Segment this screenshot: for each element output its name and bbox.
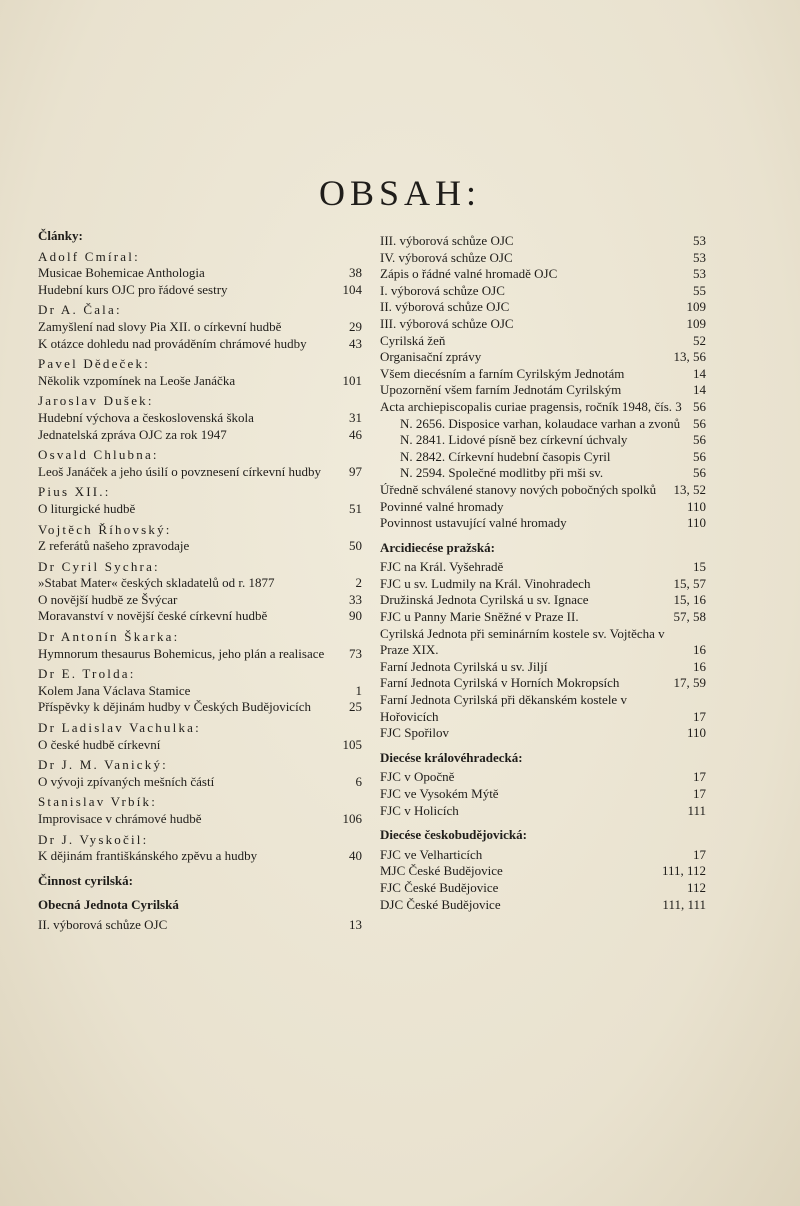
entry-page: 15, 57 (673, 575, 706, 591)
entry-page: 53 (693, 233, 706, 248)
entry-page: 46 (349, 426, 362, 442)
toc-entry (380, 576, 706, 593)
toc-entry (380, 266, 706, 283)
toc-entry (380, 592, 706, 609)
toc-entry (38, 464, 362, 481)
author-name: Pius XII.: (38, 484, 111, 500)
entry-page: 50 (349, 538, 362, 554)
entry-page: 51 (349, 500, 362, 516)
toc-entry (380, 847, 706, 864)
entry-title: K otázce dohledu nad prováděním chrámové hudby (38, 335, 307, 351)
toc-entry (380, 299, 706, 316)
entry-page: 97 (349, 463, 362, 479)
entry-title: IV. výborová schůze OJC (380, 249, 513, 265)
entry-page: 56 (693, 448, 706, 464)
entry-title: FJC v Opočně (380, 769, 455, 785)
toc-entry (380, 659, 706, 676)
toc-entry (380, 382, 706, 399)
toc-entry (38, 501, 362, 518)
right-column (380, 233, 706, 913)
toc-entry (380, 366, 706, 383)
entry-page: 17, 59 (673, 675, 706, 691)
entry-title: O novější hudbě ze Švýcar (38, 591, 178, 607)
toc-entry (38, 848, 362, 865)
author-name: Stanislav Vrbík: (38, 794, 158, 810)
section-heading-clanky: Články: (38, 228, 83, 243)
entry-title: FJC ve Vysokém Mýtě (380, 786, 499, 801)
author-name: Dr E. Trolda: (38, 666, 136, 682)
entry-page: 52 (693, 332, 706, 348)
entry-title: FJC u sv. Ludmily na Král. Vinohradech (380, 575, 591, 591)
toc-entry (38, 265, 362, 282)
entry-page: 13, 52 (673, 481, 706, 497)
entry-title: FJC v Holicích (380, 802, 459, 818)
entry-title: Z referátů našeho zpravodaje (38, 538, 190, 554)
toc-entry (380, 609, 706, 626)
author-name: Osvald Chlubna: (38, 447, 159, 463)
entry-title: Cyrilská Jednota při seminárním kostele sv. Vojtěcha v Praze XIX. (380, 625, 665, 658)
toc-entry (38, 336, 362, 353)
toc-entry (380, 416, 706, 433)
entry-page: 110 (686, 725, 706, 741)
toc-entry (38, 575, 362, 592)
entry-page: 105 (342, 736, 362, 752)
entry-title: Farní Jednota Cyrilská v Horních Mokropsích (380, 675, 620, 691)
entry-page: 33 (349, 591, 362, 607)
entry-title: Moravanství v novější české církevní hudbě (38, 608, 268, 624)
toc-entry (38, 410, 362, 427)
entry-title: »Stabat Mater« českých skladatelů od r. 1877 (38, 575, 275, 591)
toc-entry (380, 499, 706, 516)
entry-page: 25 (349, 699, 362, 715)
toc-entry (380, 692, 706, 725)
section-heading: Diecése českobudějovická: (380, 827, 527, 843)
entry-title: III. výborová schůze OJC (380, 233, 514, 248)
toc-entry (38, 774, 362, 791)
toc-entry (380, 559, 706, 576)
entry-title: Úředně schválené stanovy nových pobočných spolků (380, 481, 657, 497)
entry-page: 109 (686, 299, 706, 315)
entry-page: 38 (349, 265, 362, 281)
entry-title: Acta archiepiscopalis curiae pragensis, ročník 1948, čís. 3 (380, 398, 682, 414)
entry-page: 16 (693, 658, 706, 674)
toc-entry (38, 592, 362, 609)
entry-title: I. výborová schůze OJC (380, 282, 505, 298)
entry-title: Povinné valné hromady (380, 498, 504, 514)
entry-page: 13 (349, 916, 362, 932)
entry-page: 6 (355, 773, 362, 789)
entry-page: 109 (686, 315, 706, 331)
entry-title: Cyrilská žeň (380, 332, 446, 348)
author-name: Dr A. Čala: (38, 302, 122, 318)
toc-entry (38, 811, 362, 828)
entry-title: O české hudbě církevní (38, 736, 161, 752)
toc-entry (380, 675, 706, 692)
author-name: Dr Antonín Škarka: (38, 629, 180, 645)
entry-title: MJC České Budějovice (380, 863, 503, 879)
entry-title: Hymnorum thesaurus Bohemicus, jeho plán a realisace (38, 645, 325, 661)
entry-title: K dějinám františkánského zpěvu a hudby (38, 848, 258, 864)
entry-page: 110 (686, 498, 706, 514)
entry-page: 17 (693, 769, 706, 785)
entry-title: II. výborová schůze OJC (380, 299, 510, 315)
entry-page: 13, 56 (673, 349, 706, 365)
entry-page: 112 (686, 879, 706, 895)
toc-entry (380, 515, 706, 532)
entry-page: 16 (693, 642, 706, 658)
entry-title: III. výborová schůze OJC (380, 315, 514, 331)
toc-entry (380, 786, 706, 803)
toc-entry (380, 432, 706, 449)
entry-title: FJC u Panny Marie Sněžné v Praze II. (380, 609, 579, 625)
entry-page: 17 (693, 708, 706, 724)
entry-page: 101 (342, 372, 362, 388)
entry-title: DJC České Budějovice (380, 896, 501, 912)
entry-page: 31 (349, 409, 362, 425)
entry-page: 14 (693, 382, 706, 398)
entry-page: 15, 16 (673, 592, 706, 608)
toc-entry (380, 333, 706, 350)
toc-entry (38, 646, 362, 663)
entry-page: 43 (349, 335, 362, 351)
entry-title: Hudební výchova a československá škola (38, 409, 254, 425)
entry-title: FJC na Král. Vyšehradě (380, 559, 504, 575)
entry-title: Kolem Jana Václava Stamice (38, 682, 191, 698)
author-name: Jaroslav Dušek: (38, 393, 154, 409)
entry-title: Zápis o řádné valné hromadě OJC (380, 266, 558, 282)
entry-title: FJC ve Velharticích (380, 846, 483, 862)
entry-page: 111, 112 (661, 863, 706, 879)
toc-entry (380, 482, 706, 499)
entry-title: Družinská Jednota Cyrilská u sv. Ignace (380, 592, 589, 608)
left-column (38, 228, 362, 934)
entry-title: Zamyšlení nad slovy Pia XII. o církevní hudbě (38, 318, 282, 334)
entry-page: 17 (693, 846, 706, 862)
toc-entry (380, 349, 706, 366)
entry-title: Příspěvky k dějinám hudby v Českých Budějovicích (38, 699, 311, 715)
toc-entry (38, 373, 362, 390)
entry-page: 40 (349, 848, 362, 864)
entry-page: 104 (342, 281, 362, 297)
section-heading: Arcidiecése pražská: (380, 539, 495, 555)
entry-page: 111, 111 (662, 896, 706, 912)
toc-entry (380, 769, 706, 786)
toc-entry (380, 250, 706, 267)
toc-entry (380, 897, 706, 914)
author-name: Dr J. M. Vanický: (38, 757, 168, 773)
section-heading: Diecése královéhradecká: (380, 749, 523, 765)
toc-entry (380, 316, 706, 333)
toc-entry (380, 399, 706, 416)
entry-title: O vývoji zpívaných mešních částí (38, 773, 215, 789)
toc-entry (380, 863, 706, 880)
entry-page: 53 (693, 249, 706, 265)
toc-entry (38, 699, 362, 716)
author-name: Pavel Dědeček: (38, 356, 151, 372)
section-heading-cinnost: Činnost cyrilská: (38, 872, 133, 888)
entry-title: N. 2656. Disposice varhan, kolaudace varhan a zvonů (400, 415, 681, 431)
entry-title: N. 2594. Společné modlitby při mši sv. (400, 465, 604, 481)
entry-title: FJC Spořilov (380, 725, 449, 741)
entry-title: Upozornění všem farním Jednotám Cyrilským (380, 382, 622, 398)
entry-page: 14 (693, 365, 706, 381)
entry-page: 73 (349, 645, 362, 661)
entry-title: Improvisace v chrámové hudbě (38, 811, 202, 826)
entry-page: 90 (349, 608, 362, 624)
toc-entry (380, 880, 706, 897)
author-name: Dr Ladislav Vachulka: (38, 720, 201, 736)
page-title: OBSAH: (318, 173, 482, 213)
entry-page: 56 (693, 432, 706, 448)
entry-title: Farní Jednota Cyrilská při děkanském kostele v Hořovicích (380, 692, 627, 724)
entry-page: 57, 58 (673, 609, 706, 625)
entry-title: FJC České Budějovice (380, 879, 499, 895)
entry-title: Organisační zprávy (380, 349, 482, 365)
author-name: Dr Cyril Sychra: (38, 558, 160, 574)
entry-page: 55 (693, 282, 706, 298)
toc-entry (380, 626, 706, 659)
entry-page: 56 (693, 415, 706, 431)
entry-page: 17 (693, 786, 706, 801)
entry-title: Jednatelská zpráva OJC za rok 1947 (38, 426, 227, 442)
section-heading-obecna: Obecná Jednota Cyrilská (38, 897, 179, 913)
toc-entry (380, 283, 706, 300)
entry-page: 110 (686, 515, 706, 531)
entry-page: 106 (342, 811, 362, 826)
toc-entry (380, 449, 706, 466)
entry-title: Několik vzpomínek na Leoše Janáčka (38, 372, 236, 388)
author-name: Vojtěch Říhovský: (38, 521, 172, 537)
entry-title: Povinnost ustavující valné hromady (380, 515, 567, 531)
entry-title: Všem diecésním a farním Cyrilským Jednotám (380, 365, 625, 381)
entry-title: Hudební kurs OJC pro řádové sestry (38, 281, 228, 297)
author-name: Adolf Cmíral: (38, 248, 140, 264)
toc-entry (38, 737, 362, 754)
entry-title: N. 2841. Lidové písně bez církevní úchvaly (400, 432, 628, 448)
entry-title: Musicae Bohemicae Anthologia (38, 265, 205, 281)
toc-entry (380, 725, 706, 742)
entry-title: N. 2842. Církevní hudební časopis Cyril (400, 448, 611, 464)
toc-entry (380, 803, 706, 820)
entry-title: II. výborová schůze OJC (38, 916, 168, 932)
entry-page: 2 (355, 575, 362, 591)
toc-entry (38, 917, 362, 934)
entry-title: Leoš Janáček a jeho úsilí o povznesení církevní hudby (38, 463, 322, 479)
toc-entry (38, 427, 362, 444)
entry-page: 1 (355, 682, 362, 698)
toc-entry (38, 282, 362, 299)
entry-page: 29 (349, 318, 362, 334)
toc-entry (38, 319, 362, 336)
toc-entry (38, 683, 362, 700)
entry-page: 53 (693, 266, 706, 282)
entry-page: 111 (687, 802, 706, 818)
toc-entry (380, 465, 706, 482)
entry-title: Farní Jednota Cyrilská u sv. Jiljí (380, 658, 548, 674)
toc-entry (380, 233, 706, 250)
entry-page: 56 (693, 398, 706, 414)
toc-entry (38, 538, 362, 555)
entry-page: 56 (693, 465, 706, 481)
toc-entry (38, 608, 362, 625)
entry-page: 15 (693, 559, 706, 575)
author-name: Dr J. Vyskočil: (38, 831, 149, 847)
entry-title: O liturgické hudbě (38, 500, 136, 516)
